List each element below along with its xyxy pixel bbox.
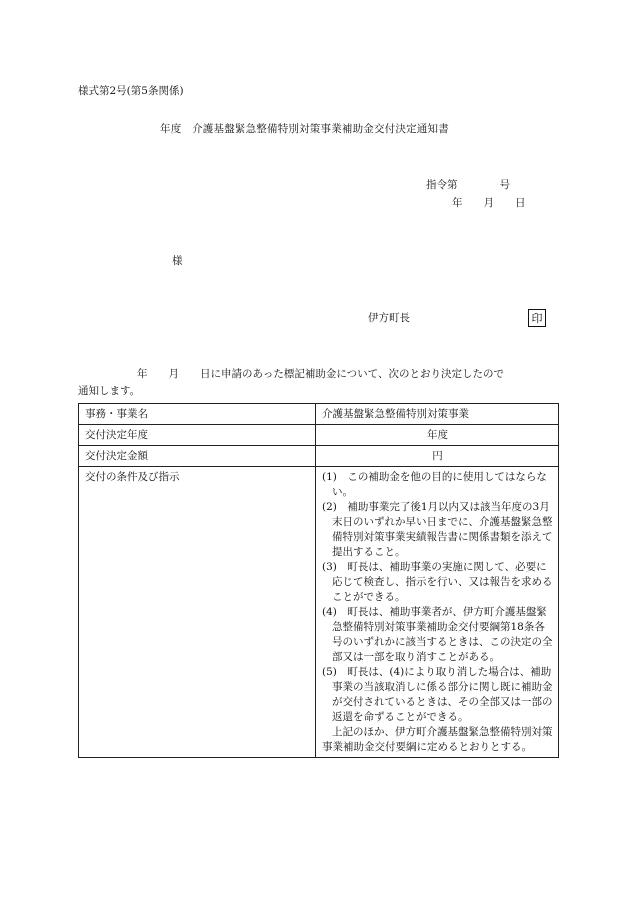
row-value-decision-year: 年度 [316, 425, 559, 446]
row-label-decision-amount: 交付決定金額 [79, 446, 316, 467]
issue-date: 年 月 日 [452, 197, 526, 209]
issuer-name: 伊方町長 [368, 312, 410, 324]
body-text-line-1: 年 月 日に申請のあった標記補助金について、次のとおり決定したので [137, 368, 504, 380]
table-row [79, 404, 559, 425]
condition-item-3: (3) 町長は、補助事業の実施に関して、必要に応じて検査し、指示を行い、又は報告を求めることができる。 [322, 561, 553, 603]
table-row [79, 425, 559, 446]
recipient-honorific: 様 [172, 255, 183, 267]
decision-details-table [78, 403, 559, 758]
row-label-decision-year: 交付決定年度 [79, 425, 316, 446]
condition-item-1: (1) この補助金を他の目的に使用してはならない。 [322, 471, 547, 498]
condition-closing-note: 上記のほか、伊方町介護基盤緊急整備特別対策事業補助金交付要綱に定めるとおりとする。 [322, 726, 553, 753]
conditions-cell [316, 467, 559, 758]
order-number: 指令第 号 [426, 179, 510, 191]
table-row [79, 467, 559, 758]
row-value-decision-amount: 円 [316, 446, 559, 467]
body-text-line-2: 通知します。 [78, 385, 141, 397]
row-value-project-name: 介護基盤緊急整備特別対策事業 [316, 404, 559, 425]
form-number: 様式第2号(第5条関係) [78, 85, 184, 97]
row-label-conditions: 交付の条件及び指示 [79, 467, 316, 758]
condition-item-5: (5) 町長は、(4)により取り消した場合は、補助事業の当該取消しに係る部分に関し既に補助金が交付されているときは、その全部又は一部の返還を命ずることができる。 [322, 666, 553, 723]
condition-item-2: (2) 補助事業完了後1月以内又は該当年度の3月末日のいずれか早い日までに、介護基盤緊急整備特別対策事業実績報告書に関係書類を添えて提出すること。 [322, 501, 553, 558]
condition-item-4: (4) 町長は、補助事業者が、伊方町介護基盤緊急整備特別対策事業補助金交付要綱第18条各号のいずれかに該当するときは、この決定の全部又は一部を取り消すことがある。 [322, 606, 553, 663]
table-row [79, 446, 559, 467]
document-title: 年度 介護基盤緊急整備特別対策事業補助金交付決定通知書 [160, 123, 449, 135]
row-label-project-name: 事務・事業名 [79, 404, 316, 425]
seal-mark: 印 [528, 309, 546, 327]
